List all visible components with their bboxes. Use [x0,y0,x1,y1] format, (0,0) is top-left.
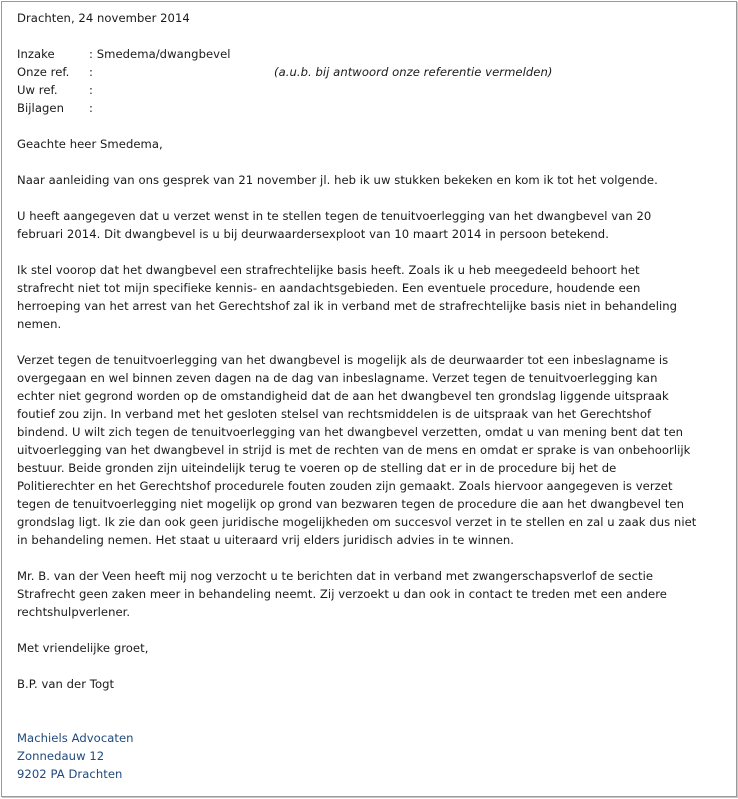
paragraph-line: rechtshulpverlener. [17,605,131,619]
date-line: Drachten, 24 november 2014 [17,11,190,25]
reference-label: Uw ref. [17,83,58,97]
paragraph-line: echter niet gegrond worden op de omstandigheid dat de aan het dwangbevel ten grondslag liggende uitspraak [17,389,669,403]
firm-street: Zonnedauw 12 [17,749,105,763]
paragraph-line: Politierechter en het Gerechtshof procedurele fouten zouden zijn gemaakt. Zoals hiervoor aangegeven is verzet [17,479,673,493]
paragraph-line: U heeft aangegeven dat u verzet wenst in te stellen tegen de tenuitvoerlegging van het dwangbevel van 20 [17,209,652,223]
reference-row [17,99,727,117]
closing: Met vriendelijke groet, [17,641,149,655]
paragraph-line: bestuur. Beide gronden zijn uiteindelijk terug te voeren op de stelling dat er in de procedure bij het de [17,461,617,475]
paragraph [17,261,727,333]
signer-name: B.P. van der Togt [17,677,115,691]
paragraph-line: februari 2014. Dit dwangbevel is u bij deurwaardersexploot van 10 maart 2014 in persoon betekend. [17,227,609,241]
reference-value: : [89,65,93,79]
reference-label: Onze ref. [17,65,70,79]
paragraph-line: Naar aanleiding van ons gesprek van 21 november jl. heb ik uw stukken bekeken en kom ik tot het volgende. [17,173,658,187]
paragraph [17,207,727,243]
paragraph [17,171,727,189]
paragraph-line: Ik stel voorop dat het dwangbevel een strafrechtelijke basis heeft. Zoals ik u heb meegedeeld behoort het [17,263,640,277]
firm-name: Machiels Advocaten [17,731,134,745]
paragraph-line: Mr. B. van der Veen heeft mij nog verzocht u te berichten dat in verband met zwangerschapsverlof de sectie [17,569,654,583]
paragraph [17,567,727,621]
reference-value: : Smedema/dwangbevel [89,47,231,61]
reference-row [17,63,727,81]
letter-paragraphs [17,171,727,639]
firm-city: 9202 PA Drachten [17,767,123,781]
paragraph-line: in behandeling nemen. Het staat u uiteraard vrij elders juridisch advies in te winnen. [17,533,515,547]
reference-block [17,45,727,117]
paragraph-line: nemen. [17,317,62,331]
paragraph-line: uitvoerlegging van het dwangbevel in strijd is met de rechten van de mens en omdat er sprake is van onbehoorlijk [17,443,691,457]
letter-body [17,9,727,783]
reference-value: : [89,83,93,97]
reference-row [17,81,727,99]
reference-label: Inzake [17,47,55,61]
reference-value: : [89,101,93,115]
reference-label: Bijlagen [17,101,64,115]
paragraph [17,351,727,549]
paragraph-line: grondslag ligt. Ik zie dan ook geen juridische mogelijkheden om succesvol verzet in te stellen en zal u zaak dus niet [17,515,697,529]
paragraph-line: strafrecht niet tot mijn specifieke kennis- en aandachtsgebieden. Een eventuele procedure, houdende een [17,281,641,295]
reference-row [17,45,727,63]
reference-note: (a.u.b. bij antwoord onze referentie vermelden) [274,65,553,79]
paragraph-line: herroeping van het arrest van het Gerechtshof zal ik in verband met de strafrechtelijke basis niet in behandeling [17,299,678,313]
paragraph-line: overgegaan en wel binnen zeven dagen na de dag van inbeslagname. Verzet tegen de tenuitvoerlegging kan [17,371,658,385]
paragraph-line: bindend. U wilt zich tegen de tenuitvoerlegging van het dwangbevel verzetten, omdat u van mening bent dat ten [17,425,684,439]
letter-page [1,1,737,797]
paragraph-line: Verzet tegen de tenuitvoerlegging van het dwangbevel is mogelijk als de deurwaarder tot een inbeslagname is [17,353,669,367]
salutation: Geachte heer Smedema, [17,137,163,151]
paragraph-line: Strafrecht geen zaken meer in behandeling neemt. Zij verzoekt u dan ook in contact te treden met een andere [17,587,667,601]
firm-address [17,729,727,783]
paragraph-line: tegen de tenuitvoerlegging niet mogelijk op grond van bezwaren tegen de procedure die aan het dwangbevel ten [17,497,684,511]
paragraph-line: foutief zou zijn. In verband met het gesloten stelsel van rechtsmiddelen is de uitspraak van het Gerechtshof [17,407,652,421]
